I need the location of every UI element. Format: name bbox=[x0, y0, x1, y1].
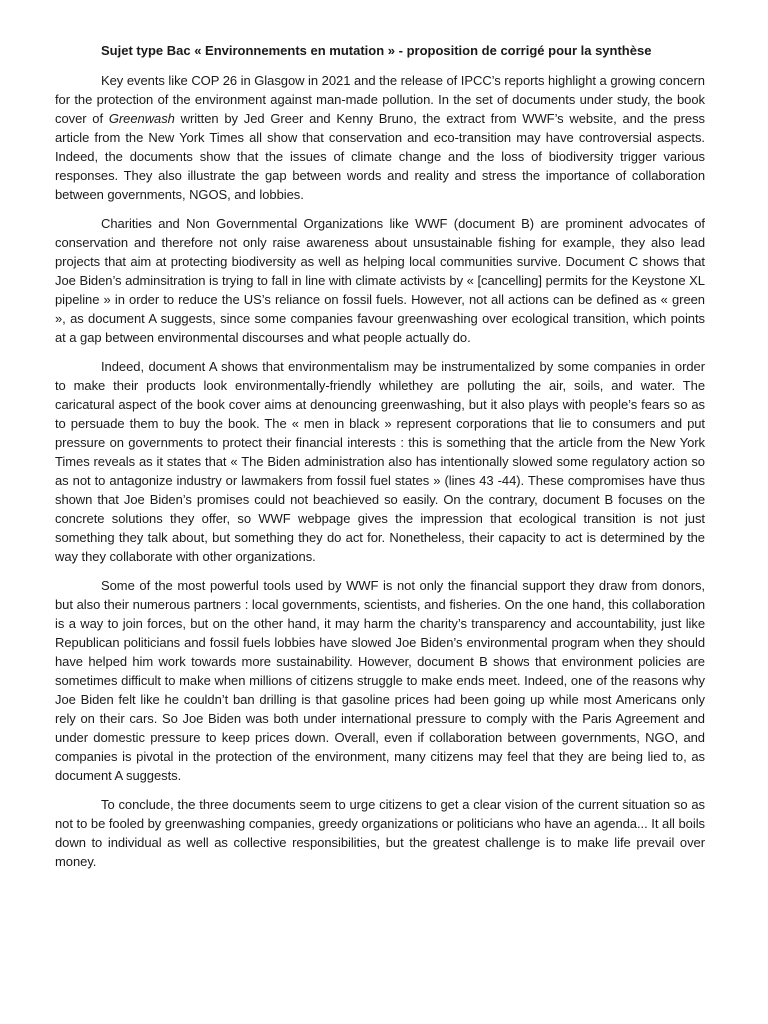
intro-text-after: written by Jed Greer and Kenny Bruno, the extract from WWF’s website, and the press article from the New York Times all show that conservation and eco-transition may have controversial aspects. Indeed, the documents show that the issues of climate change and the loss of biodiversity trigger various responses. They also illustrate the gap between words and reality and stress the importance of collaboration between governments, NGOS, and lobbies. bbox=[55, 111, 706, 202]
paragraph-greenwashing: Indeed, document A shows that environmentalism may be instrumentalized by some companies in order to make their products look environmentally-friendly whilethey are polluting the air, soils, and water. The caricatural aspect of the book cover aims at denouncing greenwashing, but it also plays with people’s fears so as to persuade them to buy the book. The « men in black » represent corporations that lie to consumers and put pressure on governments to protect their financial interests : this is something that the article from the New York Times reveals as it states that « The Biden administration also has intentionally slowed some regulatory action so as not to antagonize industry or lawmakers from fossil fuel states » (lines 43 -44). These compromises have thus shown that Joe Biden’s promises could not beachieved so easily. On the contrary, document B focuses on the concrete solutions they offer, so WWF webpage gives the impression that ecological transition is not just something they talk about, but something they do act for. Nonetheless, their capacity to act is determined by the way they collaborate with other organizations. bbox=[55, 359, 705, 564]
document-page bbox=[55, 41, 705, 881]
intro-text-before: Key events like COP 26 in Glasgow in 2021 and the release of IPCC’s reports highlight a growing concern for the protection of the environment against man-made pollution. In the set of documents under study, the book cover of bbox=[55, 73, 705, 126]
paragraph-collaboration: Some of the most powerful tools used by WWF is not only the financial support they draw from donors, but also their numerous partners : local governments, scientists, and fisheries. On the one hand, this collaboration is a way to join forces, but on the other hand, it may harm the charity’s transparency and accountability, just like Republican politicians and fossil fuels lobbies have slowed Joe Biden’s environmental program when they should have helped him work towards more sustainability. However, document B shows that environment policies are sometimes difficult to make when millions of citizens struggle to make ends meet. Indeed, one of the reasons why Joe Biden felt like he couldn’t ban drilling is that gasoline prices had been going up while most Americans only rely on their cars. So Joe Biden was both under international pressure to comply with the Paris Agreement and under domestic pressure to keep prices down. Overall, even if collaboration between governments, NGO, and companies is pivotal in the protection of the environment, many citizens may feel that they are being lied to, as document A suggests. bbox=[55, 578, 705, 783]
document-title: Sujet type Bac « Environnements en mutation » - proposition de corrigé pour la synthèse bbox=[101, 43, 652, 58]
book-title-greenwash: Greenwash bbox=[108, 111, 175, 126]
paragraph-introduction bbox=[55, 71, 705, 204]
paragraph-conclusion: To conclude, the three documents seem to urge citizens to get a clear vision of the current situation so as not to be fooled by greenwashing companies, greedy organizations or politicians who have an agenda... It all boils down to individual as well as collective responsibilities, but the greatest challenge is to make life prevail over money. bbox=[55, 797, 705, 869]
paragraph-ngos: Charities and Non Governmental Organizations like WWF (document B) are prominent advocates of conservation and therefore not only raise awareness about unsustainable fishing for example, they also lead projects that aim at protecting biodiversity as well as helping local communities survive. Document C shows that Joe Biden’s adminsitration is trying to fall in line with climate activists by « [cancelling] permits for the Keystone XL pipeline » in order to reduce the US’s reliance on fossil fuels. However, not all actions can be defined as « green », as document A suggests, since some companies favour greenwashing over ecological transition, which points at a gap between environmental discourses and what people actually do. bbox=[55, 216, 705, 345]
